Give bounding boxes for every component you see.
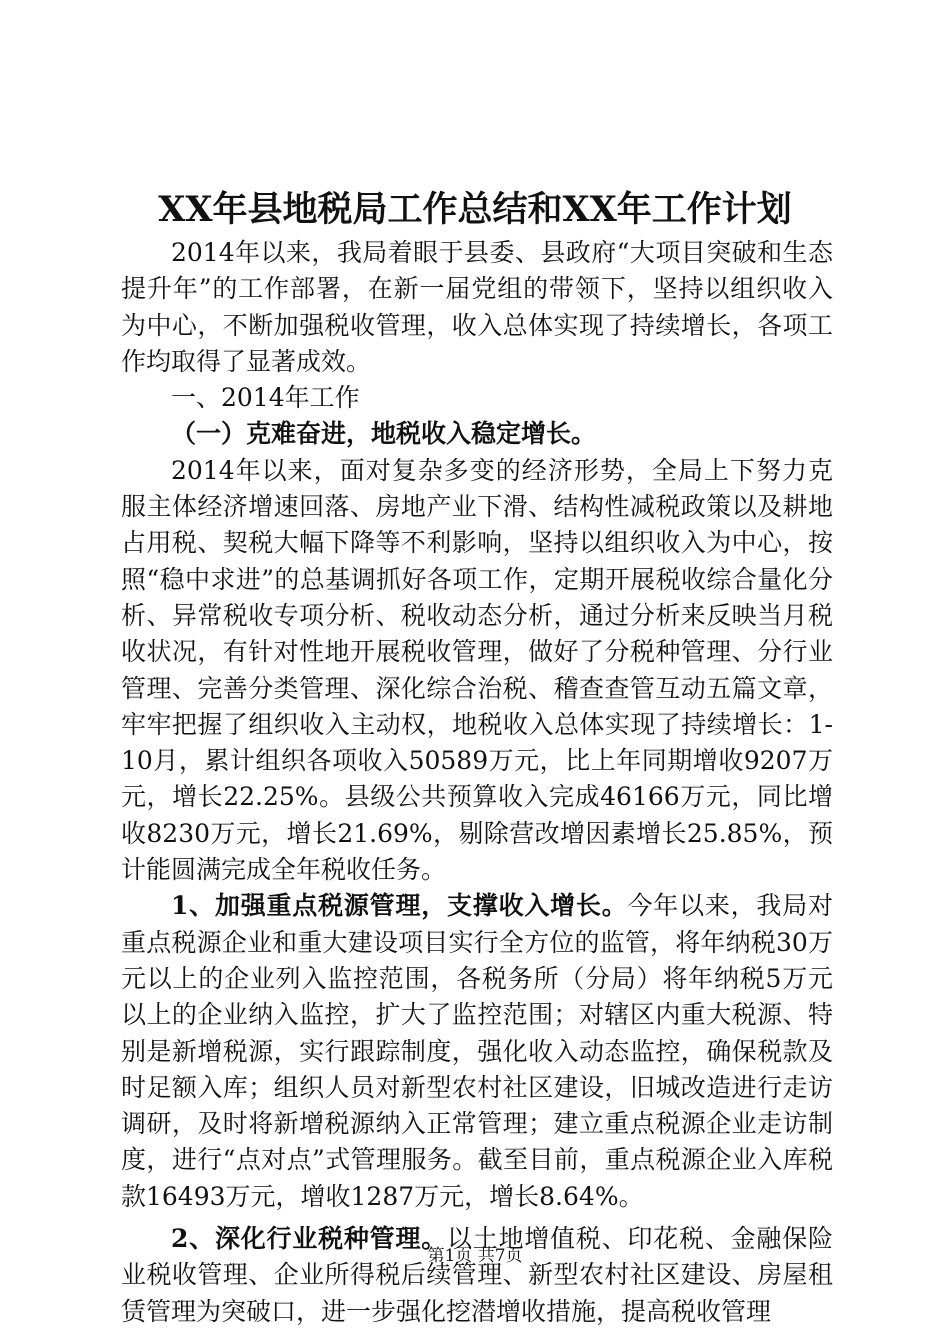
item-body-2: 以土地增值税、印花税、金融保险业税收管理、企业所得税后续管理、新型农村社区建设、房屋租赁管理为突破口，进一步强化挖潜增收措施，提高税收管理: [121, 1224, 833, 1326]
subsection-heading: （一）克难奋进，地税收入稳定增长。: [171, 419, 597, 449]
item-body-1: 今年以来，我局对重点税源企业和重大建设项目实行全方位的监管，将年纳税30万元以上的企业列入监控范围，各税务所（分局）将年纳税5万元以上的企业纳入监控，扩大了监控范围；对辖区内重大税源、特别是新增税源，实行跟踪制度，强化收入动态监控，确保税款及时足额入库；组织人员对新型农村社区建设，旧城改造进行走访调研，及时将新增税源纳入正常管理；建立重点税源企业走访制度，进行“点对点”式管理服务。截至目前，重点税源企业入库税款16493万元，增收1287万元，增长8.64%。: [121, 891, 833, 1211]
page-footer: 第1页 共7页: [427, 1246, 523, 1266]
section-heading: 一、2014年工作: [171, 383, 360, 413]
document-title: XX年县地税局工作总结和XX年工作计划: [158, 189, 792, 230]
subsection-paragraph: 2014年以来，面对复杂多变的经济形势，全局上下努力克服主体经济增速回落、房地产业下滑、结构性减税政策以及耕地占用税、契税大幅下降等不利影响，坚持以组织收入为中心，按照“稳中求进”的总基调抓好各项工作，定期开展税收综合量化分析、异常税收专项分析、税收动态分析，通过分析来反映当月税收状况，有针对性地开展税收管理，做好了分税种管理、分行业管理、完善分类管理、深化综合治税、稽查查管互动五篇文章，牢牢把握了组织收入主动权，地税收入总体实现了持续增长：1-10月，累计组织各项收入50589万元，比上年同期增收9207万元，增长22.25%。县级公共预算收入完成46166万元，同比增收8230万元，增长21.69%，剔除营改增因素增长25.85%，预计能圆满完成全年税收任务。: [121, 455, 833, 885]
document-body: [121, 235, 833, 1330]
item-paragraph-2: [121, 1221, 833, 1330]
item-lead-1: 1、加强重点税源管理，支撑收入增长。: [171, 891, 628, 921]
item-lead-2: 2、深化行业税种管理。: [171, 1224, 448, 1254]
item-paragraph-1: [121, 888, 833, 1215]
intro-paragraph: 2014年以来，我局着眼于县委、县政府“大项目突破和生态提升年”的工作部署，在新一届党组的带领下，坚持以组织收入为中心，不断加强税收管理，收入总体实现了持续增长，各项工作均取得了显著成效。: [121, 238, 833, 376]
